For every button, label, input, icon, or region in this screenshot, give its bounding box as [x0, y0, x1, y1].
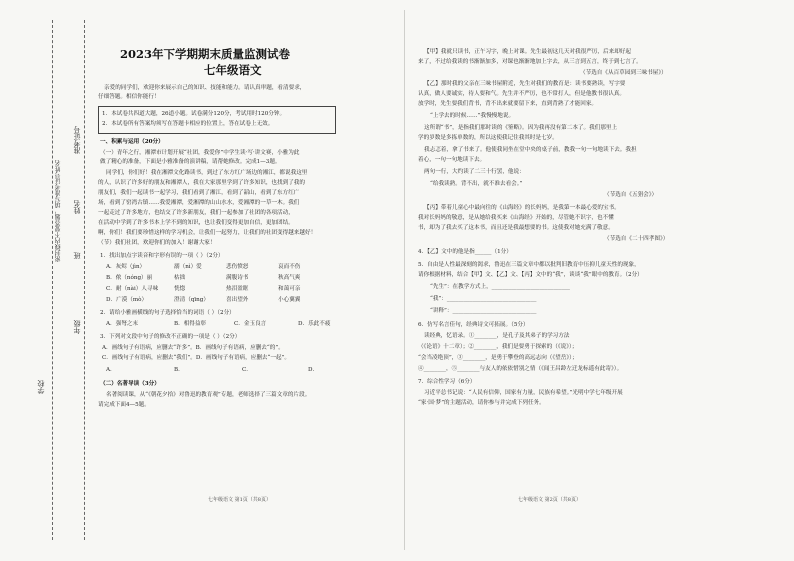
- passage-line: 我忐忑着，拿了书来了。他使我同坐在堂中央的桌子前，教我一句一句地读下去。我担: [424, 147, 637, 153]
- question-stem: 1．找出加点字读音和字形有误的一项（ ）（2分）: [100, 253, 224, 259]
- passage-line: 着心，一句一句地读下去。: [418, 157, 486, 163]
- option: C．: [242, 367, 252, 373]
- passage-line: 【乙】那时我的父亲在三味书屋附近，先生对我们的教育是：读书要熟读，写字要: [424, 81, 626, 87]
- option: 满腹诗书: [226, 275, 249, 281]
- passage-line: 朋友们，我们一起读书一起学习，我们看到了湘江，看到了韶山，看到了东方红广: [98, 190, 300, 196]
- option: C．耐（nài）人寻味: [106, 286, 159, 292]
- fill-blank-line[interactable]: （《论语》十二章）；②________，我们是要勇于探索的（《说》）；: [418, 344, 578, 350]
- passage-line: 一起走过了许多地方，也结交了许多新朋友，我们一起参加了社团的各项活动，: [98, 210, 294, 216]
- passage-line: 【丙】带着儿童心中最向往的《山海经》的长妈妈，是我第一本最心爱的宝书。: [424, 205, 620, 211]
- seal-warning: 密封线内不要答题，填写准考证号姓名: [55, 160, 62, 262]
- option: 枯拙: [174, 275, 186, 281]
- class-label: 班: [73, 252, 81, 259]
- section-heading: 一、积累与运用（20分）: [100, 139, 164, 145]
- answer-line[interactable]: “先生”：在教学方式上，____________________________: [430, 284, 570, 290]
- intro-line: 亲爱的同学们，欢迎你来展示自己的知识、技能和能力。请认真审题，看清要求，: [104, 85, 306, 91]
- passage-line: 这所谓“书”，是指我们那时读的《鉴略》。因为我再没有第二本了。我们那里上: [424, 125, 618, 131]
- passage-line: 书，却为了我去买了这本书，而且还是我最想要的书。这使我对她充满了敬意。: [418, 225, 614, 231]
- option: 热泪盈眶: [226, 286, 249, 292]
- option: D．乐此不疲: [298, 321, 331, 327]
- passage-line: 放学时，先生要我们背书，背不出来就要留下来，直到背熟了才能回家。: [418, 101, 598, 107]
- exam-title: 2023年下学期期末质量监测试卷: [120, 47, 291, 61]
- option: 喜出望外: [226, 297, 249, 303]
- question-text: “家·国·梦”的主题活动，请你参与并完成下列任务。: [418, 400, 545, 406]
- option: A．灰烬（jìn）: [106, 264, 146, 270]
- passage-line: 认真，做人要诚实，待人要和气。先生并不严厉，也不常打人，但是他教书很认真。: [418, 91, 625, 97]
- page-footer: 七年级语文 第2页（共8页）: [518, 497, 581, 503]
- fill-blank-line[interactable]: ④________，⑤________与友人的依依惜别之情（《闻王昌龄左迁龙标遥有此寄》）。: [418, 366, 623, 372]
- passage-line: 啊，你们！我们要珍惜这样的学习机会，让我们一起努力，让我们的社团变得越来越好！: [98, 230, 317, 236]
- section-heading: （二）名著导读（3分）: [100, 381, 160, 387]
- passage-source: （节选自《从百草园到三味书屋》）: [580, 70, 667, 76]
- passage-line: 我对长妈妈的敬意，是从她给我买来《山海经》开始的，尽管她不识字，也不懂: [418, 215, 614, 221]
- fill-blank-line[interactable]: 读经典，忆语录。①________，是孔子及其弟子的学习方法: [424, 333, 570, 339]
- answer-line[interactable]: “我”：________________________________: [430, 296, 537, 302]
- option: 秋高气爽: [278, 275, 301, 281]
- option: A．: [106, 367, 116, 373]
- passage-line: 学的岁数是多拣单数的，所以这使我记住我其时是七岁。: [418, 135, 558, 141]
- passage-line: （节）我们社团，欢迎你们的加入！谢谢大家！: [98, 240, 216, 246]
- passage-line: 在活动中学到了许多书本上学不到的知识，也让我们变得更加自信，更加团结。: [98, 220, 294, 226]
- passage-source: （节选自《二十四孝图》）: [604, 236, 669, 242]
- question-stem: 2．请给小雅画横线的句子选择恰当的词语（ ）（2分）: [100, 310, 235, 316]
- section-text: 名著阅读课，从“《朝花夕拾》对鲁迅的教育观”专题，老师选择了三篇文章的片段。: [106, 392, 311, 398]
- option: 澄清（qīng）: [174, 297, 209, 303]
- answer-line[interactable]: “讲释”：______________________________: [430, 308, 537, 314]
- passage-line: 同学们，你们好！我在湘潭文化路读书，到过了东方红广场边的湘江，都说我这里: [106, 170, 308, 176]
- option: 小心翼翼: [278, 297, 301, 303]
- option: D．广漠（mò）: [106, 297, 148, 303]
- page-divider: [404, 10, 405, 550]
- passage-line: 来了，不过给我读的书渐渐加多，对课也渐渐地加上字去，从三言到五言，终于到七言了。: [418, 59, 642, 65]
- option: B．: [174, 367, 184, 373]
- binding-strip: [34, 20, 92, 540]
- passage-source: （节选自《五猖会》）: [604, 192, 658, 198]
- note-line: 2．本试卷所有答案均须写在答题卡相应的位置上，答在试卷上无效。: [102, 121, 274, 127]
- intro-line: 仔细答题。相信你能行！: [98, 94, 160, 100]
- passage-quote: “上学去的时候……”我慢慢地说。: [430, 113, 515, 119]
- passage-line: 场，看到了窑湾古镇……我爱湘潭，爱湘潭的山山水水，爱湘潭的一草一木。我们: [98, 200, 300, 206]
- option: 悲伤愤怒: [226, 264, 249, 270]
- question-text: A．画线句子有语病，应删去“许多”。B．画线句子有语病，应删去“的”。: [102, 345, 284, 351]
- passage-line: 【甲】我就只读书，正午习字，晚上对课。先生最初这几天对我很严厉，后来却好起: [424, 49, 631, 55]
- exam-subtitle: 七年级语文: [204, 63, 262, 77]
- exam-no-label: 准考证号: [73, 126, 81, 154]
- question-stem: 7．综合性学习（6分）: [418, 379, 476, 385]
- left-page: [98, 18, 394, 536]
- option: A．强弩之末: [106, 321, 139, 327]
- option: B．相得益彰: [174, 321, 207, 327]
- question-stem: 4．【乙】文中的他是指______（1分）: [418, 249, 512, 255]
- option: C．金玉良言: [234, 321, 267, 327]
- option: B．侬（nóng）丽: [106, 275, 153, 281]
- question-stem: 3．下列对文段中句子的修改不正确的一项是（ ）（2分）: [100, 334, 241, 340]
- section-text: 请完成下面4—5题。: [98, 402, 150, 408]
- question-text: 习近平总书记说：“人民有信仰，国家有力量，民族有希望。”光明中学七年级开展: [424, 390, 623, 396]
- option: 恍惚: [174, 286, 186, 292]
- question-stem: 请你根据材料，结合【甲】文、【乙】文、【丙】文中的“我”，谈谈“我”眼中的教育。（2分）: [418, 272, 643, 278]
- option: 溺（nì）爱: [174, 264, 202, 270]
- question-subheading: 做了精心的准备，下面是小雅准备的演讲稿，请帮她修改。完成1—3题。: [100, 159, 281, 165]
- passage-line: “给我读熟。背不出，就不准去看会。”: [430, 181, 523, 187]
- option: 和蔼可亲: [278, 286, 301, 292]
- question-stem: 6．仿写名言佳句，经典诗文可拓展。（5分）: [418, 322, 529, 328]
- page-footer: 七年级语文 第1页（共8页）: [208, 497, 271, 503]
- question-stem: 5．自由是人性最深刻的渴求，鲁迅在三篇文章中都以批判旧教育中压抑儿童天性的现象，: [418, 262, 640, 268]
- seal-line: [84, 20, 85, 540]
- question-text: C．画线句子有语病，应删去“我们”。D．画线句子有语病，应删去“一起”。: [102, 355, 291, 361]
- passage-line: 两句一行，大约读了二三十行罢，他说：: [424, 169, 525, 175]
- right-page: [418, 18, 708, 536]
- option: 哀而不伤: [278, 264, 301, 270]
- name-label: 姓名: [73, 200, 81, 214]
- question-heading: （一）青年之行，湘潭市计划开展“社团，我爱你”中学生读·写·讲文赛，小雅为此: [100, 150, 300, 156]
- note-line: 1．本试卷共四道大题，26道小题。试卷满分120分，考试用时120分钟。: [102, 111, 286, 117]
- seal-line: [52, 20, 53, 540]
- grade-label: 年级: [73, 320, 81, 334]
- option: D．: [308, 367, 319, 373]
- school-label: 学校: [37, 380, 45, 394]
- fill-blank-line[interactable]: “会当凌绝顶”，③________，是勇于攀登的高远志向（《望岳》）；: [418, 355, 578, 361]
- passage-line: 的人，认识了许多好的朋友和湘潭人，我在大家那里学到了许多知识，也找到了我的: [98, 180, 305, 186]
